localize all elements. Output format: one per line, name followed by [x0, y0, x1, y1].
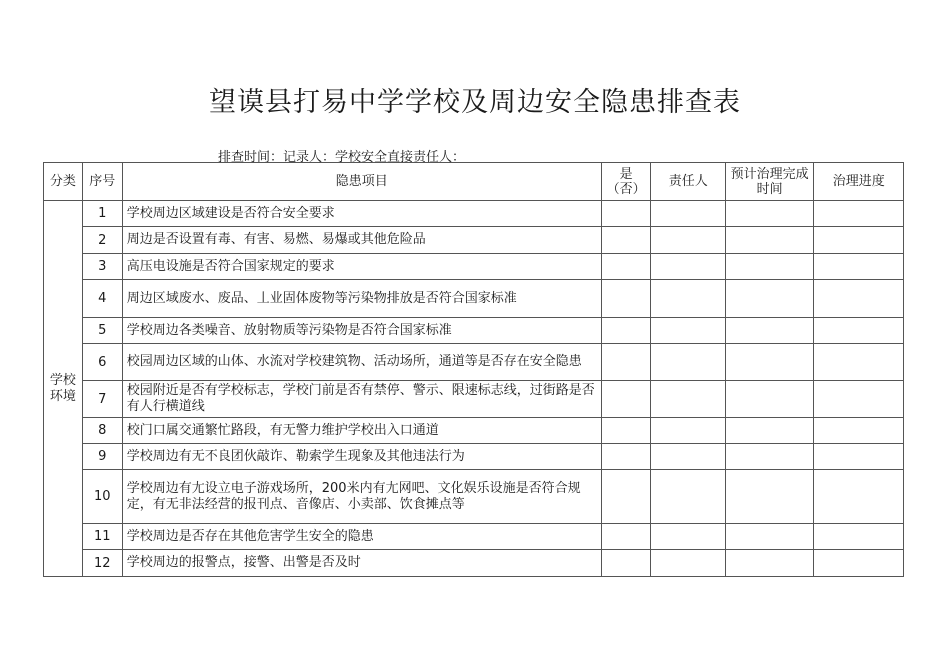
- yes-no-cell[interactable]: [601, 318, 651, 344]
- deadline-cell[interactable]: [725, 381, 813, 418]
- deadline-cell[interactable]: [725, 227, 813, 254]
- category-label: 学校环境: [49, 372, 76, 404]
- row-number: 10: [82, 470, 122, 524]
- responsible-cell[interactable]: [651, 381, 725, 418]
- hazard-item-text: 学校周边区域建设是否符合安全要求: [122, 201, 601, 227]
- row-number: 11: [82, 524, 122, 550]
- deadline-cell[interactable]: [725, 254, 813, 280]
- row-number: 2: [82, 227, 122, 254]
- deadline-cell[interactable]: [725, 444, 813, 470]
- table-row: [44, 444, 904, 470]
- deadline-cell[interactable]: [725, 318, 813, 344]
- table-header-row: [44, 163, 904, 201]
- hazard-item-text: 学校周边各类噪音、放射物质等污染物是否符合国家标准: [122, 318, 601, 344]
- responsible-cell[interactable]: [651, 550, 725, 577]
- deadline-cell[interactable]: [725, 344, 813, 381]
- deadline-cell[interactable]: [725, 524, 813, 550]
- row-number: 1: [82, 201, 122, 227]
- table-row: [44, 254, 904, 280]
- yes-no-cell[interactable]: [601, 550, 651, 577]
- yes-no-cell[interactable]: [601, 344, 651, 381]
- progress-cell[interactable]: [814, 550, 904, 577]
- table-row: [44, 201, 904, 227]
- hazard-inspection-table: [43, 162, 904, 577]
- yes-no-cell[interactable]: [601, 254, 651, 280]
- responsible-cell[interactable]: [651, 444, 725, 470]
- header-progress: 治理进度: [814, 163, 904, 201]
- yes-no-cell[interactable]: [601, 201, 651, 227]
- responsible-cell[interactable]: [651, 280, 725, 318]
- row-number: 9: [82, 444, 122, 470]
- hazard-item-text: 学校周边的报警点，接警、出警是否及时: [122, 550, 601, 577]
- header-deadline: 预计治理完成时间: [725, 163, 813, 201]
- yes-no-cell[interactable]: [601, 524, 651, 550]
- progress-cell[interactable]: [814, 381, 904, 418]
- progress-cell[interactable]: [814, 470, 904, 524]
- header-responsible: 责任人: [651, 163, 725, 201]
- yes-no-cell[interactable]: [601, 470, 651, 524]
- row-number: 5: [82, 318, 122, 344]
- hazard-item-text: 学校周边有尢设立电子游戏场所，200米内有尢网吧、文化娱乐设施是否符合规定，有无非法经营的报刊点、音像店、小卖部、饮食摊点等: [122, 470, 601, 524]
- progress-cell[interactable]: [814, 418, 904, 444]
- table-row: [44, 524, 904, 550]
- row-number: 4: [82, 280, 122, 318]
- header-item: 隐患项目: [122, 163, 601, 201]
- row-number: 6: [82, 344, 122, 381]
- deadline-cell[interactable]: [725, 280, 813, 318]
- deadline-cell[interactable]: [725, 418, 813, 444]
- table-row: [44, 381, 904, 418]
- responsible-cell[interactable]: [651, 524, 725, 550]
- yes-no-cell[interactable]: [601, 280, 651, 318]
- progress-cell[interactable]: [814, 201, 904, 227]
- category-cell: [44, 201, 83, 577]
- row-number: 12: [82, 550, 122, 577]
- hazard-item-text: 高压电设施是否符合国家规定的要求: [122, 254, 601, 280]
- header-yes-no: 是（否）: [601, 163, 651, 201]
- table-row: [44, 227, 904, 254]
- progress-cell[interactable]: [814, 227, 904, 254]
- table-row: [44, 470, 904, 524]
- row-number: 8: [82, 418, 122, 444]
- progress-cell[interactable]: [814, 444, 904, 470]
- header-category: 分类: [44, 163, 83, 201]
- table-row: [44, 550, 904, 577]
- progress-cell[interactable]: [814, 318, 904, 344]
- inspection-info-line: 排查时间：记录人：学校安全直接责任人：: [218, 150, 466, 165]
- responsible-cell[interactable]: [651, 318, 725, 344]
- responsible-cell[interactable]: [651, 227, 725, 254]
- hazard-item-text: 校园附近是否有学校标志，学校门前是否有禁停、警示、限速标志线，过街路是否有人行横道线: [122, 381, 601, 418]
- table-row: [44, 418, 904, 444]
- page-title: 望谟县打易中学学校及周边安全隐患排查表: [209, 87, 741, 118]
- deadline-cell[interactable]: [725, 470, 813, 524]
- hazard-item-text: 周边区域废水、废品、丄业固体废物等污染物排放是否符合国家标准: [122, 280, 601, 318]
- table-row: [44, 280, 904, 318]
- responsible-cell[interactable]: [651, 201, 725, 227]
- row-number: 7: [82, 381, 122, 418]
- table-row: [44, 318, 904, 344]
- table-row: [44, 344, 904, 381]
- header-number: 序号: [82, 163, 122, 201]
- hazard-item-text: 学校周边有无不良团伙敲诈、勒索学生现象及其他违法行为: [122, 444, 601, 470]
- hazard-item-text: 学校周边是否存在其他危害学生安全的隐患: [122, 524, 601, 550]
- hazard-item-text: 校门口属交通繁忙路段，有无警力维护学校出入口通道: [122, 418, 601, 444]
- yes-no-cell[interactable]: [601, 381, 651, 418]
- responsible-cell[interactable]: [651, 418, 725, 444]
- deadline-cell[interactable]: [725, 550, 813, 577]
- progress-cell[interactable]: [814, 280, 904, 318]
- progress-cell[interactable]: [814, 344, 904, 381]
- row-number: 3: [82, 254, 122, 280]
- yes-no-cell[interactable]: [601, 227, 651, 254]
- progress-cell[interactable]: [814, 254, 904, 280]
- yes-no-cell[interactable]: [601, 418, 651, 444]
- responsible-cell[interactable]: [651, 344, 725, 381]
- yes-no-cell[interactable]: [601, 444, 651, 470]
- deadline-cell[interactable]: [725, 201, 813, 227]
- progress-cell[interactable]: [814, 524, 904, 550]
- hazard-item-text: 周边是否设置有毒、有害、易燃、易爆或其他危险品: [122, 227, 601, 254]
- responsible-cell[interactable]: [651, 254, 725, 280]
- responsible-cell[interactable]: [651, 470, 725, 524]
- hazard-item-text: 校园周边区域的山体、水流对学校建筑物、活动场所，通道等是否存在安全隐患: [122, 344, 601, 381]
